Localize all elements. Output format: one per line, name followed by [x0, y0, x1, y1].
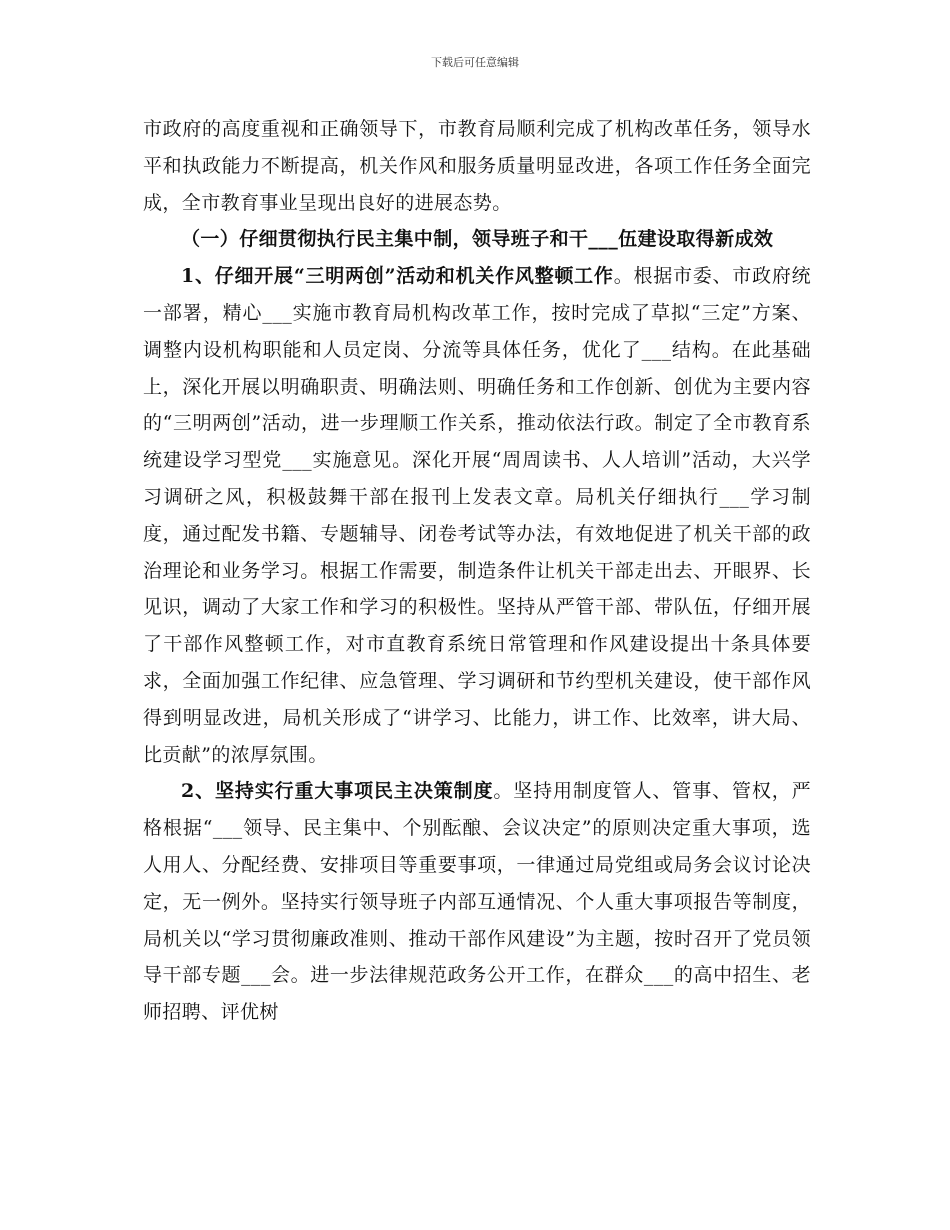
page-header: 下载后可任意编辑	[431, 56, 519, 69]
item-1-title: 1、仔细开展“三明两创”活动和机关作风整顿工作	[181, 265, 614, 288]
paragraph-intro	[143, 111, 811, 221]
section-heading-text: （一）仔细贯彻执行民主集中制，领导班子和干___伍建设取得新成效	[181, 228, 774, 251]
item-2-title: 2、坚持实行重大事项民主决策制度	[181, 780, 494, 803]
section-heading	[143, 221, 811, 258]
document-body	[143, 111, 811, 1031]
paragraph-text: 市政府的高度重视和正确领导下，市教育局顺利完成了机构改革任务，领导水平和执政能力不断提高，机关作风和服务质量明显改进，各项工作任务全面完成，全市教育事业呈现出良好的进展态势。	[143, 118, 811, 214]
item-1-text: 。根据市委、市政府统一部署，精心___实施市教育局机构改革工作，按时完成了草拟“三定”方案、调整内设机构职能和人员定岗、分流等具体任务，优化了___结构。在此基础上，深化开展以明确职责、明确法则、明确任务和工作创新、创优为主要内容的“三明两创”活动，进一步理顺工作关系，推动依法行政。制定了全市教育系统建设学习型党___实施意见。深化开展“周周读书、人人培训”活动，大兴学习调研之风，积极鼓舞干部在报刊上发表文章。局机关仔细执行___学习制度，通过配发书籍、专题辅导、闭卷考试等办法，有效地促进了机关干部的政治理论和业务学习。根据工作需要，制造条件让机关干部走出去、开眼界、长见识，调动了大家工作和学习的积极性。坚持从严管干部、带队伍，仔细开展了干部作风整顿工作，对市直教育系统日常管理和作风建设提出十条具体要求，全面加强工作纪律、应急管理、学习调研和节约型机关建设，使干部作风得到明显改进，局机关形成了“讲学习、比能力，讲工作、比效率，讲大局、比贡献”的浓厚氛围。	[143, 265, 811, 766]
paragraph-item-2	[143, 773, 811, 1031]
paragraph-item-1	[143, 258, 811, 773]
item-2-text: 。坚持用制度管人、管事、管权，严格根据“___领导、民主集中、个别酝酿、会议决定”的原则决定重大事项，选人用人、分配经费、安排项目等重要事项，一律通过局党组或局务会议讨论决定，无一例外。坚持实行领导班子内部互通情况、个人重大事项报告等制度，局机关以“学习贯彻廉政准则、推动干部作风建设”为主题，按时召开了党员领导干部专题___会。进一步法律规范政务公开工作，在群众___的高中招生、老师招聘、评优树	[143, 780, 812, 1024]
